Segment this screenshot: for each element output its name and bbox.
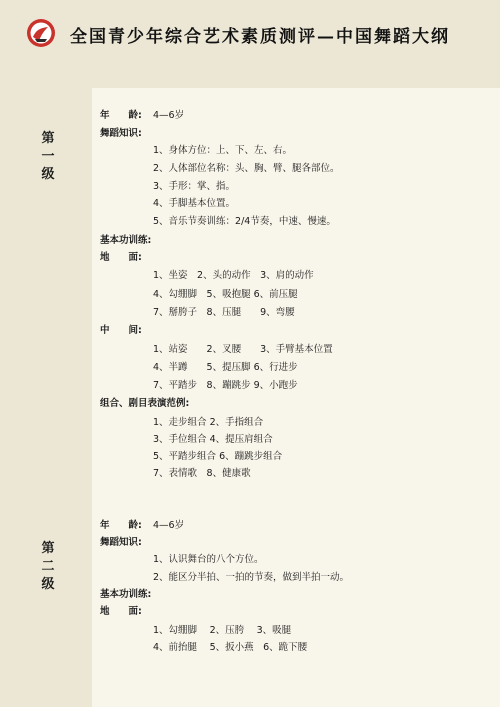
list-item: 4、手脚基本位置。 [153,198,236,209]
list-item: 1、身体方位：上、下、左、右。 [153,145,293,156]
list-item: 1、认识舞台的八个方位。 [153,554,264,565]
list-item: 7、掰胯子 8、压腿 9、弯腰 [153,307,295,318]
list-item: 4、勾绷脚 5、吸抱腿 6、前压腿 [153,289,298,300]
list-item: 5、音乐节奏训练：2/4节奏，中速、慢速。 [153,216,336,227]
knowledge-heading: 舞蹈知识: [100,537,142,548]
list-item: 7、表情歌 8、健康歌 [153,468,251,479]
list-item: 2、能区分半拍、一拍的节奏，做到半拍一动。 [153,572,350,583]
logo-icon [26,18,56,48]
basic-training-heading: 基本功训练: [100,589,152,600]
page-title: 全国青少年综合艺术素质测评—中国舞蹈大纲 [70,27,450,47]
list-item: 1、勾绷脚 2、压胯 3、吸腿 [153,625,292,636]
list-item: 3、手位组合 4、提压肩组合 [153,434,273,445]
list-item: 4、前抬腿 5、扳小燕 6、跪下腰 [153,642,308,653]
basic-training-heading: 基本功训练: [100,235,152,246]
floor-heading: 地 面: [100,606,142,617]
list-item: 7、平踏步 8、蹦跳步 9、小跑步 [153,380,298,391]
list-item: 2、人体部位名称：头、胸、臂、腿各部位。 [153,163,340,174]
combo-heading: 组合、剧目表演范例: [100,398,190,409]
list-item: 4、半蹲 5、提压脚 6、行进步 [153,362,298,373]
level-1-label: 第 一 级 [41,131,55,182]
floor-heading: 地 面: [100,252,142,263]
header [0,0,500,62]
list-item: 1、走步组合 2、手指组合 [153,417,264,428]
knowledge-heading: 舞蹈知识: [100,128,142,139]
level-2-label: 第 二 级 [41,541,55,592]
list-item: 1、站姿 2、叉腰 3、手臂基本位置 [153,344,333,355]
list-item: 3、手形：掌、指。 [153,181,236,192]
list-item: 1、坐姿 2、头的动作 3、肩的动作 [153,270,314,281]
middle-heading: 中 间: [100,325,142,336]
list-item: 5、平踏步组合 6、蹦跳步组合 [153,451,283,462]
